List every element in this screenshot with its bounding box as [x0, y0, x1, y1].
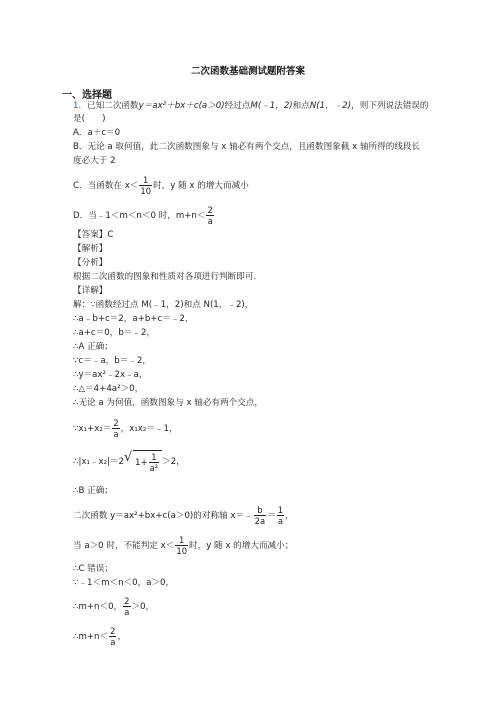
fenxi-label: 【分析】 — [73, 258, 108, 268]
option-c-text: 时，y 随 x 的增大而减小 — [153, 181, 249, 191]
solution-line: ∴△＝4+4a²＞0， — [73, 384, 144, 394]
fenxi-text: 根据二次函数的图象和性质对各项进行判断即可. — [73, 272, 257, 282]
detail-label: 【详解】 — [73, 286, 108, 296]
fraction — [139, 175, 152, 196]
solution-text: ，x₁x₂＝﹣1， — [120, 424, 178, 434]
option-d — [73, 205, 215, 226]
denominator: a — [124, 607, 130, 617]
solution-text: ＞2， — [162, 457, 185, 467]
point-m: M(﹣1，2) — [250, 101, 293, 111]
fraction — [149, 452, 160, 473]
solution-text: 时，y 随 x 的增大而减小； — [189, 541, 294, 551]
question-function: y＝ax²＋bx＋c(a＞0) — [138, 101, 225, 111]
denominator: a — [277, 516, 283, 526]
solution-line — [73, 626, 126, 647]
solution-line: 解：∵函数经过点 M(﹣1，2)和点 N(1，﹣2)， — [73, 300, 254, 310]
option-b-line-2: 度必大于 2 — [73, 156, 116, 166]
denominator: 2a — [254, 516, 266, 526]
denominator: a — [110, 637, 116, 647]
solution-text: 二次函数 y＝ax²+bx+c(a＞0)的对称轴 x＝﹣ — [73, 511, 253, 521]
solution-line: ∴a﹣b+c＝2，a+b+c＝﹣2， — [73, 314, 194, 324]
solution-text: ， — [117, 632, 127, 642]
question-line-2: 是( ) — [73, 114, 106, 124]
option-b-line-1: B．无论 a 取何值，此二次函数图象与 x 轴必有两个交点，且函数图象截 x 轴所得的线段长 — [73, 142, 421, 152]
solution-line: ∴y＝ax²﹣2x﹣a， — [73, 370, 148, 380]
solution-text: ∴|x₁﹣x₂|＝2 — [73, 457, 124, 467]
option-c-text: C．当函数在 x＜ — [73, 181, 139, 191]
solution-line: ∵﹣1＜m＜n＜0，a＞0， — [73, 578, 175, 588]
fraction — [123, 596, 130, 617]
fraction — [206, 205, 213, 226]
solution-line — [73, 418, 178, 439]
solution-text: ＝ — [267, 511, 276, 521]
solution-line: ∴a+c＝0，b＝﹣2， — [73, 328, 156, 338]
numerator: 1 — [277, 505, 284, 515]
denominator: 10 — [176, 546, 188, 556]
question-text: 和点 — [292, 101, 310, 111]
question-text: 已知二次函数 — [87, 101, 139, 111]
point-n: N(1，﹣2) — [309, 101, 352, 111]
fraction — [277, 505, 284, 526]
numerator: b — [254, 505, 266, 516]
solution-line: ∴C 错误； — [73, 564, 113, 574]
solution-line — [73, 505, 294, 526]
solution-text: 当 a＞0 时，不能判定 x＜ — [73, 541, 175, 551]
section-heading: 一、选择题 — [62, 90, 112, 101]
radicand — [133, 450, 162, 473]
solution-text: ， — [285, 511, 294, 521]
radicand-text: 1+ — [134, 458, 148, 468]
analysis-label: 【解析】 — [73, 244, 108, 254]
option-a: A．a＋c＝0 — [73, 128, 121, 138]
numerator: 2 — [110, 626, 116, 636]
fraction — [254, 505, 266, 526]
option-c — [73, 175, 249, 196]
denominator: a — [207, 216, 213, 226]
numerator: 2 — [113, 418, 119, 428]
solution-line: ∴A 正确； — [73, 342, 113, 352]
numerator: 1 — [139, 175, 152, 186]
square-root — [124, 450, 162, 473]
document-title: 二次函数基础测试题附答案 — [190, 66, 305, 77]
solution-text: ∵x₁+x₂＝ — [73, 424, 112, 434]
denominator: 10 — [140, 186, 152, 196]
numerator: 1 — [149, 452, 160, 463]
solution-line — [73, 535, 293, 556]
question-number: 1． — [73, 101, 88, 111]
fraction — [175, 535, 188, 556]
solution-line — [73, 450, 185, 473]
numerator: 1 — [175, 535, 188, 546]
solution-text: ∴m+n＜0， — [73, 602, 123, 612]
solution-text: ∴m+n＜ — [73, 632, 109, 642]
solution-text: ＞0， — [131, 602, 155, 612]
fraction — [109, 626, 116, 647]
numerator: 2 — [124, 596, 130, 606]
option-d-text: D．当﹣1＜m＜n＜0 时，m+n＜ — [73, 211, 206, 221]
fraction — [112, 418, 119, 439]
denominator: a² — [149, 463, 159, 473]
question-line-1 — [73, 100, 428, 112]
solution-line: ∴无论 a 为何值，函数图象与 x 轴必有两个交点， — [73, 398, 264, 408]
denominator: a — [113, 429, 119, 439]
radical-sign: √ — [123, 450, 133, 465]
question-text: ，则下列说法错误的 — [351, 101, 429, 111]
solution-line: ∵c＝﹣a，b＝﹣2， — [73, 356, 151, 366]
solution-line — [73, 596, 154, 617]
answer-label: 【答案】C — [73, 230, 114, 240]
question-text: 经过点 — [224, 101, 251, 111]
numerator: 2 — [207, 205, 213, 215]
solution-line: ∴B 正确； — [73, 486, 113, 496]
